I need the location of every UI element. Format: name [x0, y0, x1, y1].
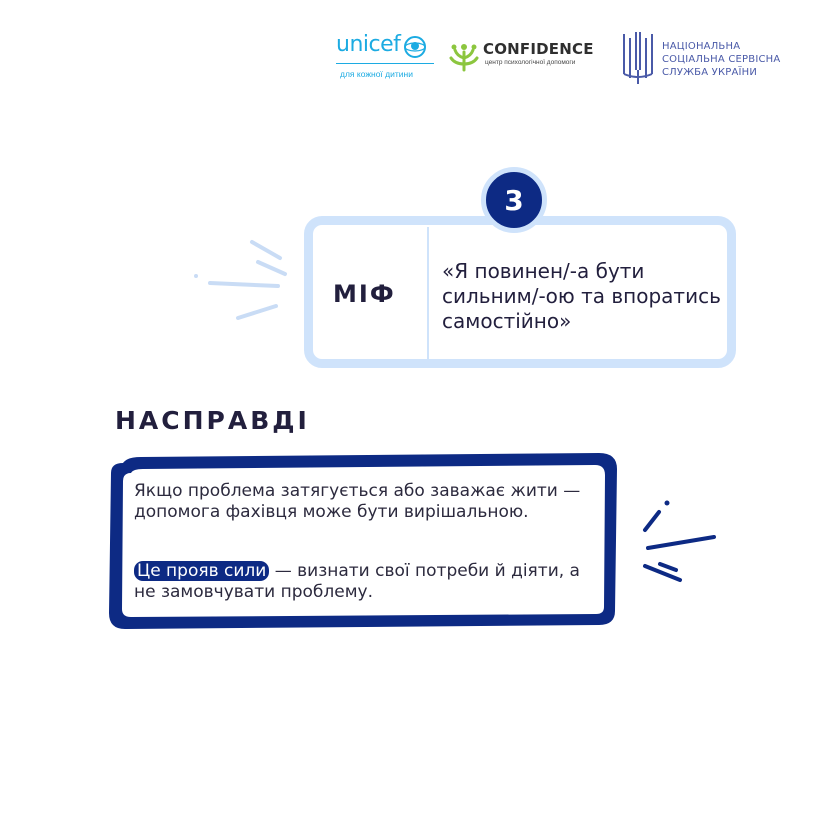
reality-heading: НАСПРАВДІ [115, 406, 310, 435]
nss-logo [620, 28, 781, 91]
nss-line-2: СОЦІАЛЬНА СЕРВІСНА [662, 54, 781, 65]
myth-number-badge: 3 [481, 167, 547, 233]
strength-highlight: Це прояв сили [134, 561, 269, 581]
reality-paragraph-2 [134, 561, 594, 603]
myth-statement: «Я повинен/-а бути сильним/-ою та впоратись самостійно» [442, 259, 721, 333]
unicef-wordmark: unicef [336, 32, 401, 57]
nss-line-3: СЛУЖБА УКРАЇНИ [662, 67, 758, 78]
reality-paragraph-1: Якщо проблема затягується або заважає жити — допомога фахівця може бути вирішальною. [134, 481, 581, 522]
sprout-icon [449, 40, 479, 72]
confidence-wordmark: CONFIDENCE [483, 40, 594, 58]
myth-card-divider [427, 227, 429, 359]
confidence-tagline: центр психологічної допомоги [485, 59, 576, 66]
myth-label: МІФ [333, 280, 396, 308]
trident-emblem-icon [620, 28, 656, 86]
reality-card-frame [101, 451, 623, 631]
unicef-divider [336, 63, 434, 64]
unicef-tagline: для кожної дитини [340, 69, 413, 79]
reality-paragraph-2-rest: — визнати свої потреби й діяти, а не замовчувати проблему. [134, 561, 580, 602]
myth-card [304, 216, 736, 368]
unicef-logo [336, 32, 438, 79]
nss-name [662, 40, 780, 79]
unicef-globe-icon [403, 35, 427, 59]
nss-line-1: НАЦІОНАЛЬНА [662, 41, 741, 52]
reality-card [101, 451, 623, 631]
